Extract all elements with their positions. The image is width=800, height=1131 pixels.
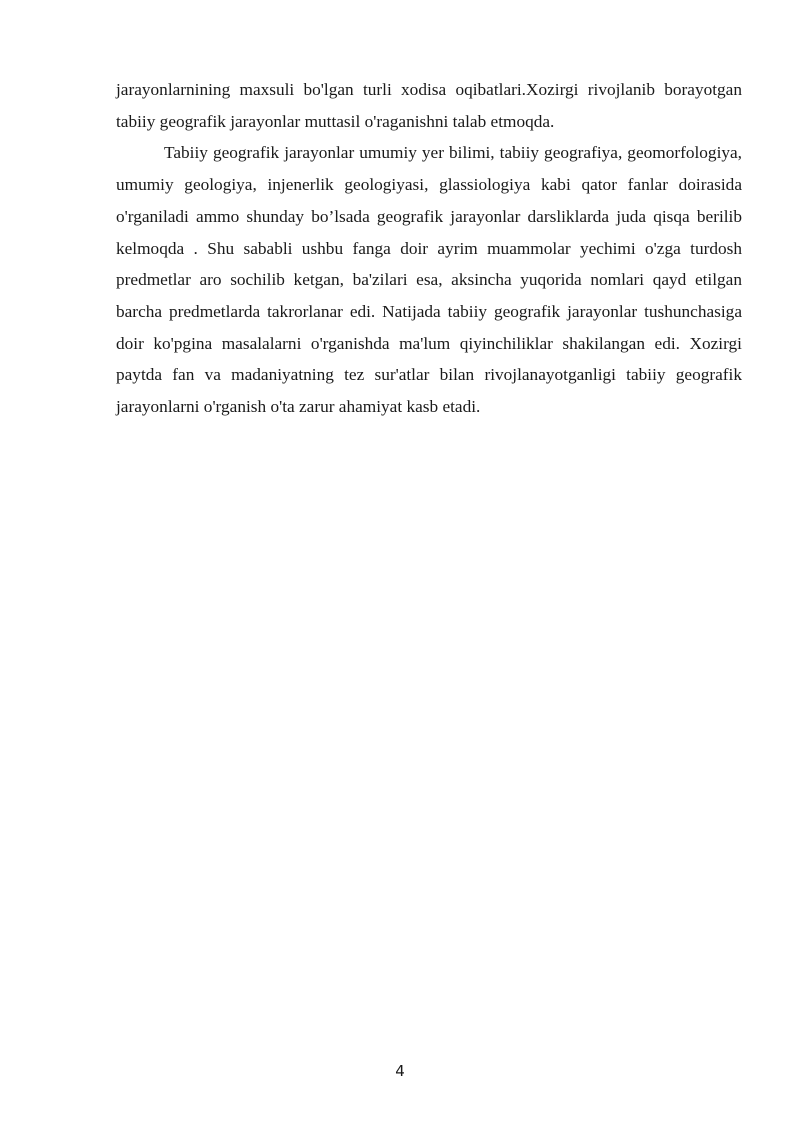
paragraph-main: Tabiiy geografik jarayonlar umumiy yer bilimi, tabiiy geografiya, geomorfologiya, umumiy geologiya, injenerlik geologiyasi, glassiologiya kabi qator fanlar doirasida o'rganiladi ammo shunday bo’lsada geografik jarayonlar darsliklarda juda qisqa berilib kelmoqda . Shu sababli ushbu fanga doir ayrim muammolar yechimi o'zga turdosh predmetlar aro sochilib ketgan, ba'zilari esa, aksincha yuqorida nomlari qayd etilgan barcha predmetlarda takrorlanar edi. Natijada tabiiy geografik jarayonlar tushunchasiga doir ko'pgina masalalarni o'rganishda ma'lum qiyinchiliklar shakilangan edi. Xozirgi paytda fan va madaniyatning tez sur'atlar bilan rivojlanayotganligi tabiiy geografik jarayonlarni o'rganish o'ta zarur ahamiyat kasb etadi.	[116, 143, 742, 417]
page-number: 4	[395, 1062, 405, 1080]
body-text	[116, 74, 742, 423]
paragraph-continuation: jarayonlarnining maxsuli bo'lgan turli xodisa oqibatlari.Xozirgi rivojlanib borayotgan tabiiy geografik jarayonlar muttasil o'raganishni talab etmoqda.	[116, 80, 742, 131]
